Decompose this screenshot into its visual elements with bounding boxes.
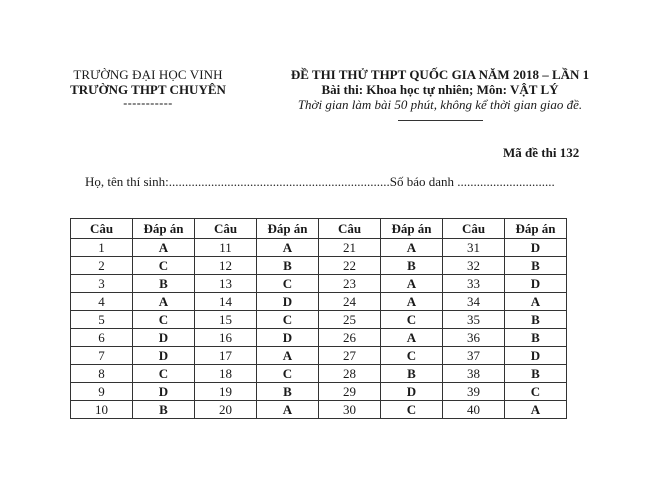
question-number-cell: 8 (71, 365, 133, 383)
question-number-cell: 21 (319, 239, 381, 257)
answer-cell: D (505, 347, 567, 365)
table-header-row (71, 219, 567, 239)
answer-cell: A (133, 293, 195, 311)
header-cell-answer: Đáp án (381, 219, 443, 239)
question-number-cell: 3 (71, 275, 133, 293)
question-number-cell: 6 (71, 329, 133, 347)
table-row (71, 365, 567, 383)
answer-cell: D (133, 383, 195, 401)
answer-cell: A (381, 293, 443, 311)
table-row (71, 401, 567, 419)
answer-cell: B (505, 311, 567, 329)
answer-cell: B (257, 257, 319, 275)
answer-cell: B (257, 383, 319, 401)
answer-cell: B (505, 329, 567, 347)
header-cell-answer: Đáp án (505, 219, 567, 239)
answer-cell: B (133, 401, 195, 419)
school-header (60, 67, 236, 109)
answer-cell: D (257, 293, 319, 311)
answer-cell: D (133, 329, 195, 347)
header-rule (398, 120, 483, 121)
question-number-cell: 11 (195, 239, 257, 257)
question-number-cell: 19 (195, 383, 257, 401)
question-number-cell: 7 (71, 347, 133, 365)
question-number-cell: 31 (443, 239, 505, 257)
exam-title: ĐỀ THI THỬ THPT QUỐC GIA NĂM 2018 – LẦN 1 (290, 67, 590, 82)
answer-cell: C (257, 311, 319, 329)
table-row (71, 311, 567, 329)
answer-cell: B (133, 275, 195, 293)
table-row (71, 293, 567, 311)
question-number-cell: 33 (443, 275, 505, 293)
question-number-cell: 40 (443, 401, 505, 419)
answer-cell: B (505, 365, 567, 383)
question-number-cell: 1 (71, 239, 133, 257)
question-number-cell: 18 (195, 365, 257, 383)
answer-cell: D (257, 329, 319, 347)
question-number-cell: 28 (319, 365, 381, 383)
header-cell-question: Câu (195, 219, 257, 239)
header-cell-answer: Đáp án (257, 219, 319, 239)
answer-cell: C (381, 347, 443, 365)
question-number-cell: 38 (443, 365, 505, 383)
answer-cell: A (381, 239, 443, 257)
question-number-cell: 37 (443, 347, 505, 365)
question-number-cell: 12 (195, 257, 257, 275)
exam-duration: Thời gian làm bài 50 phút, không kể thời gian giao đề. (297, 97, 583, 112)
question-number-cell: 36 (443, 329, 505, 347)
exam-subject: Bài thi: Khoa học tự nhiên; Môn: VẬT LÝ (321, 82, 559, 97)
question-number-cell: 4 (71, 293, 133, 311)
answer-key-table (70, 218, 567, 419)
answer-cell: A (505, 401, 567, 419)
header-cell-question: Câu (71, 219, 133, 239)
answer-cell: A (381, 329, 443, 347)
question-number-cell: 32 (443, 257, 505, 275)
candidate-info-line: Họ, tên thí sinh:....................................................................Số báo danh .............................. (85, 174, 555, 189)
answer-cell: A (381, 275, 443, 293)
question-number-cell: 9 (71, 383, 133, 401)
header-cell-question: Câu (443, 219, 505, 239)
question-number-cell: 13 (195, 275, 257, 293)
answer-cell: D (133, 347, 195, 365)
question-number-cell: 14 (195, 293, 257, 311)
question-number-cell: 23 (319, 275, 381, 293)
answer-cell: B (505, 257, 567, 275)
answer-cell: C (505, 383, 567, 401)
table-row (71, 275, 567, 293)
header-cell-question: Câu (319, 219, 381, 239)
question-number-cell: 15 (195, 311, 257, 329)
exam-header (280, 67, 600, 121)
answer-cell: A (505, 293, 567, 311)
answer-cell: D (381, 383, 443, 401)
answer-cell: A (133, 239, 195, 257)
question-number-cell: 24 (319, 293, 381, 311)
answer-cell: A (257, 401, 319, 419)
header-separator: ----------- (123, 96, 173, 110)
header-cell-answer: Đáp án (133, 219, 195, 239)
question-number-cell: 34 (443, 293, 505, 311)
answer-table-body (71, 239, 567, 419)
answer-cell: A (257, 347, 319, 365)
question-number-cell: 30 (319, 401, 381, 419)
question-number-cell: 25 (319, 311, 381, 329)
answer-cell: C (133, 257, 195, 275)
answer-cell: B (381, 365, 443, 383)
answer-cell: D (505, 239, 567, 257)
answer-cell: C (257, 365, 319, 383)
table-row (71, 329, 567, 347)
question-number-cell: 22 (319, 257, 381, 275)
table-row (71, 383, 567, 401)
question-number-cell: 10 (71, 401, 133, 419)
answer-cell: B (381, 257, 443, 275)
answer-cell: C (133, 311, 195, 329)
school-name: TRƯỜNG THPT CHUYÊN (70, 82, 226, 97)
university-name: TRƯỜNG ĐẠI HỌC VINH (73, 67, 223, 82)
question-number-cell: 39 (443, 383, 505, 401)
table-row (71, 257, 567, 275)
question-number-cell: 17 (195, 347, 257, 365)
question-number-cell: 29 (319, 383, 381, 401)
answer-cell: C (381, 401, 443, 419)
question-number-cell: 16 (195, 329, 257, 347)
question-number-cell: 20 (195, 401, 257, 419)
answer-cell: A (257, 239, 319, 257)
question-number-cell: 27 (319, 347, 381, 365)
question-number-cell: 5 (71, 311, 133, 329)
question-number-cell: 26 (319, 329, 381, 347)
exam-code: Mã đề thi 132 (503, 145, 580, 160)
question-number-cell: 2 (71, 257, 133, 275)
table-row (71, 347, 567, 365)
answer-cell: D (505, 275, 567, 293)
question-number-cell: 35 (443, 311, 505, 329)
table-row (71, 239, 567, 257)
answer-cell: C (381, 311, 443, 329)
answer-cell: C (257, 275, 319, 293)
answer-cell: C (133, 365, 195, 383)
